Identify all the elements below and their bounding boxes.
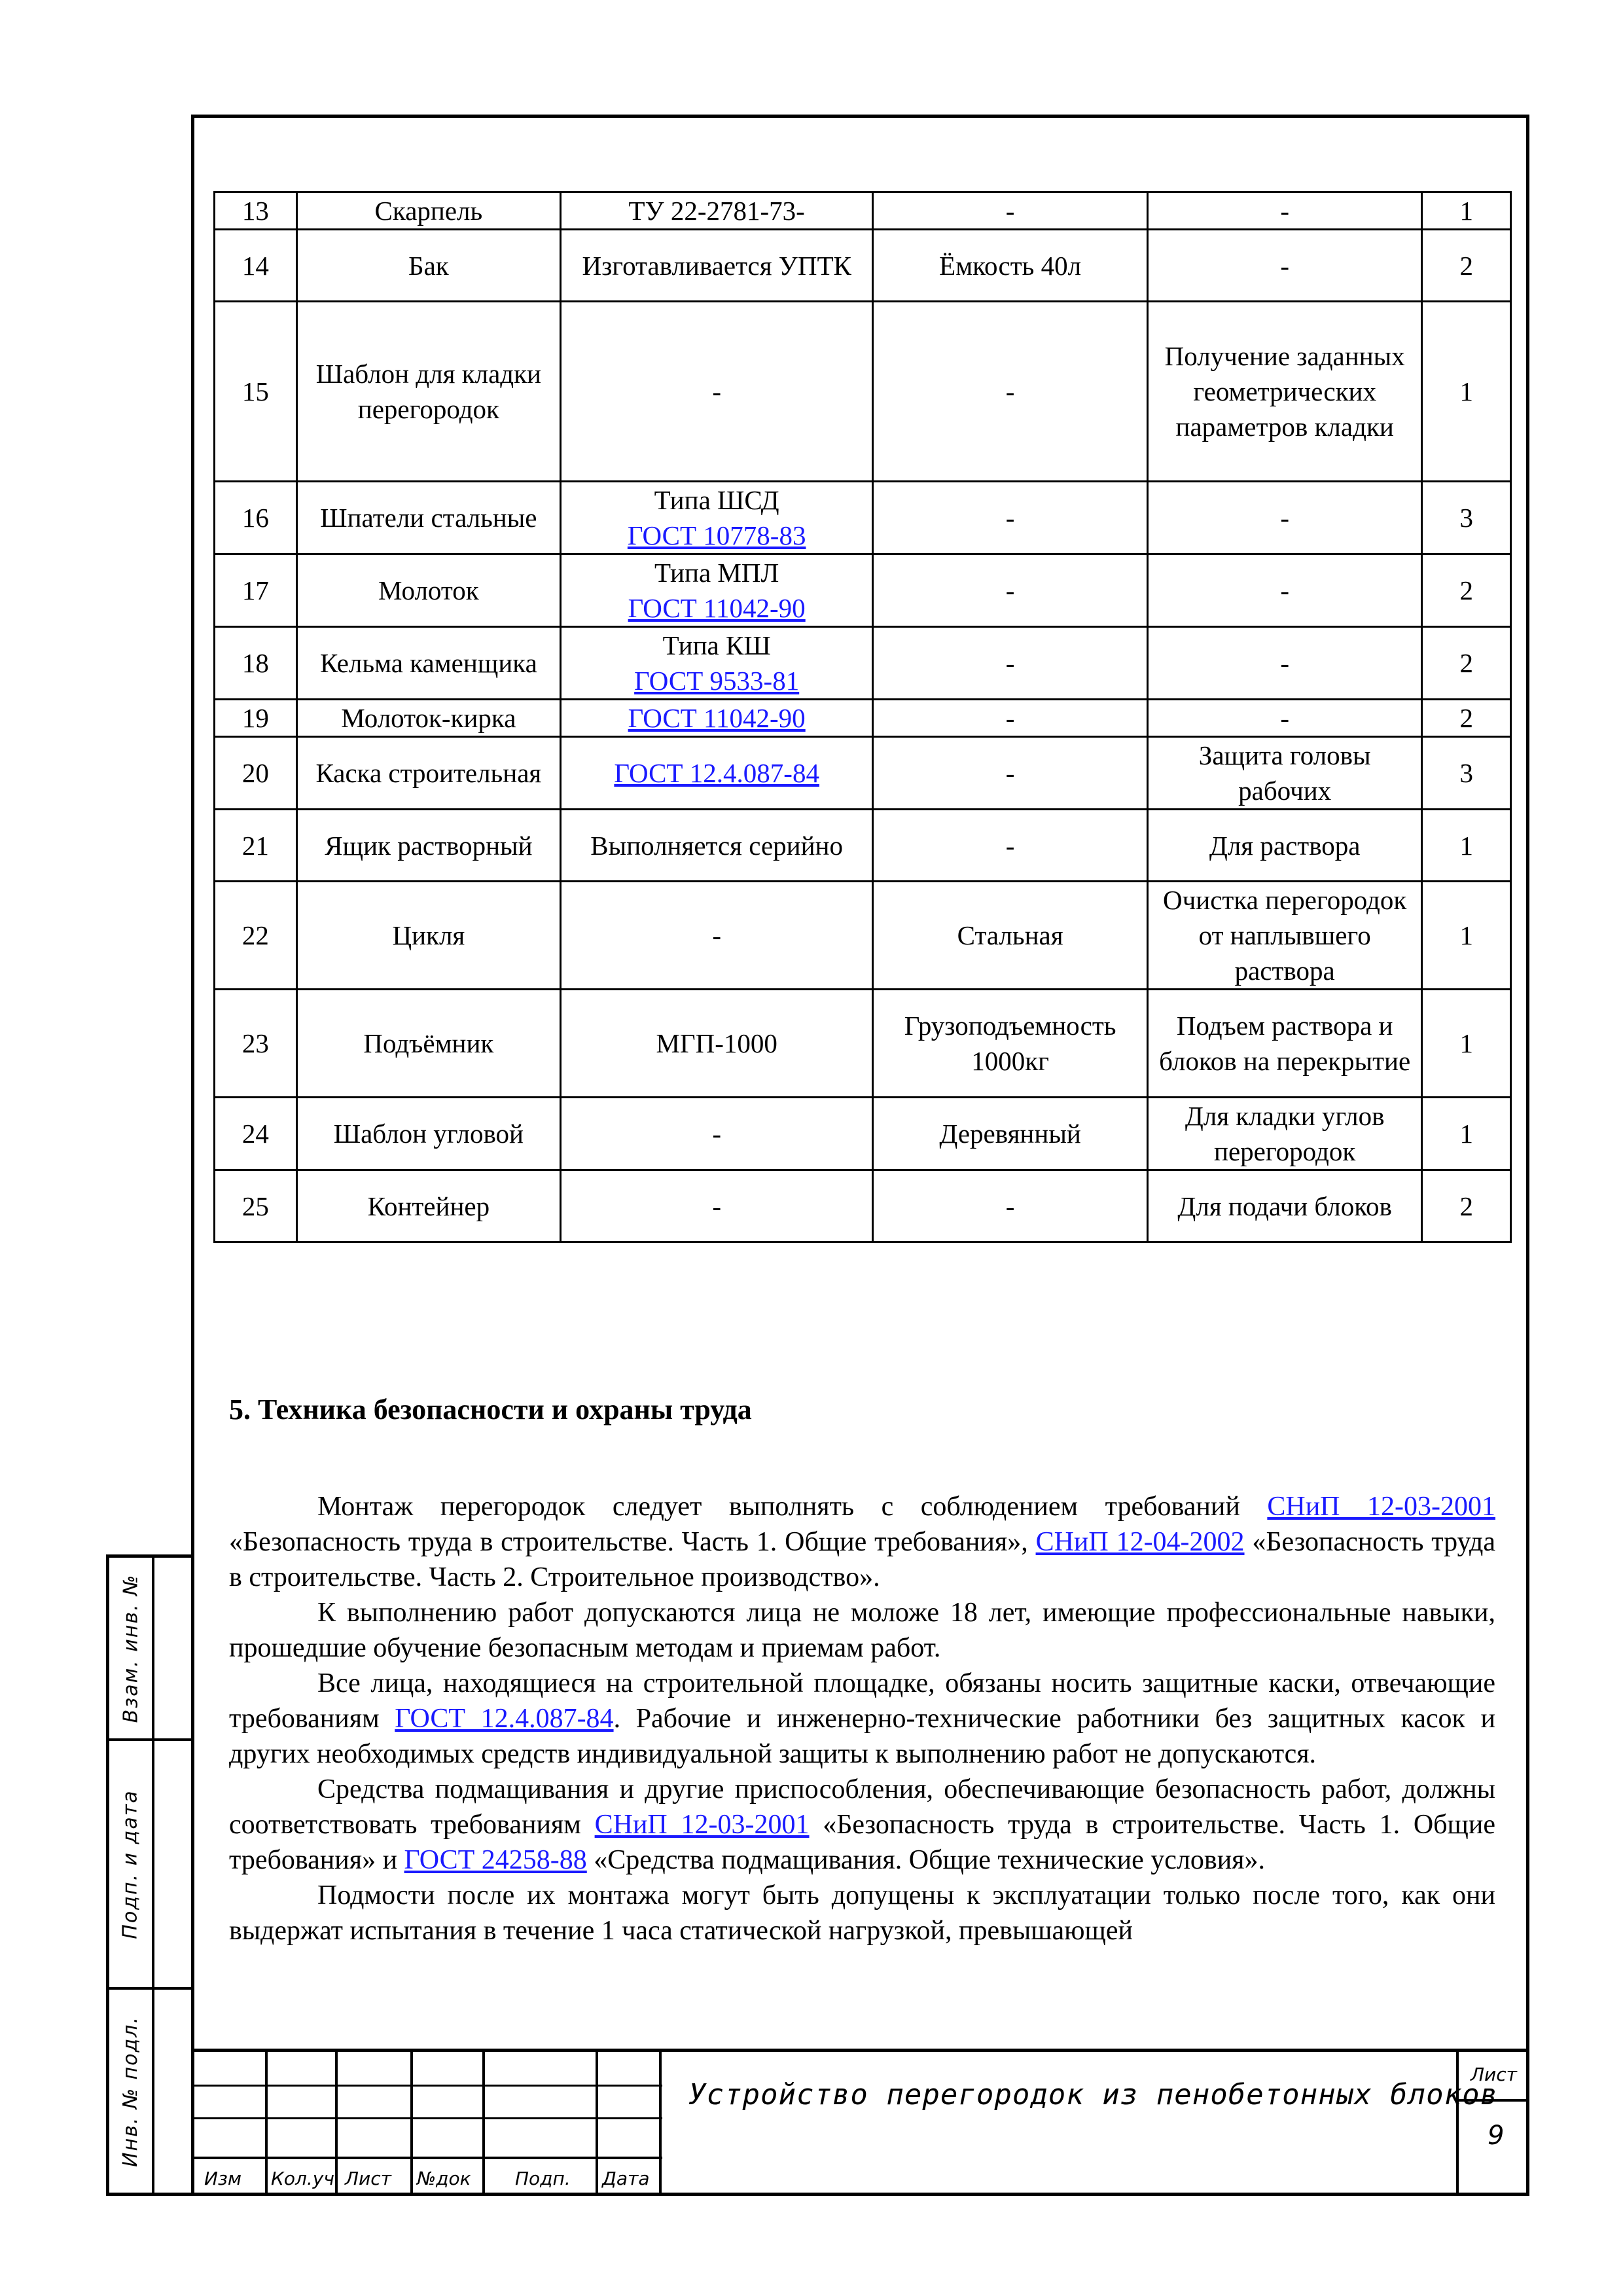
cell-characteristic: - (873, 627, 1148, 700)
cell-quantity: 3 (1422, 737, 1511, 810)
cell-number: 18 (215, 627, 297, 700)
cell-purpose: - (1147, 482, 1421, 554)
cell-doc (561, 810, 873, 882)
cell-characteristic: - (873, 737, 1148, 810)
stamp-izm: Изм (204, 2168, 241, 2189)
cell-name: Шаблон для кладки перегородок (296, 302, 560, 482)
cell-doc (561, 737, 873, 810)
table-row (215, 302, 1511, 482)
p4-text-1: Средства подмащивания и другие приспособления, обеспечивающие безопасность работ, должны соответствовать требованиям (229, 1774, 1495, 1840)
gost-link[interactable]: ГОСТ 9533-81 (634, 666, 800, 696)
cell-name: Кельма каменщика (296, 627, 560, 700)
cell-number: 25 (215, 1170, 297, 1242)
cell-quantity: 1 (1422, 302, 1511, 482)
side-strip (106, 1554, 194, 2196)
cell-quantity: 1 (1422, 882, 1511, 990)
snip-link[interactable]: СНиП 12-03-2001 (1267, 1492, 1495, 1522)
paragraph-1 (229, 1489, 1495, 1595)
p3-text-1: Все лица, находящиеся на строительной площадке, обязаны носить защитные каски, отвечающие требованиям (229, 1668, 1495, 1734)
side-cell-vzam (109, 1558, 194, 1741)
cell-doc (561, 482, 873, 554)
p4-text-2: «Безопасность труда в строительстве. Часть 1. Общие требования» и (229, 1810, 1496, 1875)
cell-doc (561, 882, 873, 990)
doc-type-text: Типа МПЛ (654, 558, 779, 588)
cell-name: Цикля (296, 882, 560, 990)
table-row (215, 554, 1511, 627)
cell-characteristic: Грузоподъемность 1000кг (873, 990, 1148, 1098)
table-row (215, 700, 1511, 737)
cell-number: 16 (215, 482, 297, 554)
sheet-box (1456, 2052, 1529, 2196)
side-label-podp: Подп. и дата (119, 1789, 142, 1939)
gost-link[interactable]: ГОСТ 11042-90 (628, 703, 806, 733)
cell-purpose: - (1147, 700, 1421, 737)
gost-link[interactable]: ГОСТ 12.4.087-84 (614, 758, 819, 788)
doc-type-text: Типа КШ (662, 630, 771, 660)
cell-quantity: 3 (1422, 482, 1511, 554)
stamp-data: Дата (602, 2168, 650, 2189)
doc-type-text: - (712, 1119, 721, 1149)
cell-name: Скарпель (296, 192, 560, 230)
side-label-inv: Инв. № подл. (119, 2015, 142, 2167)
cell-name: Шаблон угловой (296, 1098, 560, 1170)
p4-text-3: «Средства подмащивания. Общие технические условия». (586, 1845, 1265, 1875)
title-block (191, 2049, 1529, 2196)
cell-number: 13 (215, 192, 297, 230)
cell-number: 22 (215, 882, 297, 990)
sheet-number: 9 (1488, 2121, 1505, 2151)
sheet-label: Лист (1471, 2064, 1517, 2085)
cell-number: 24 (215, 1098, 297, 1170)
cell-characteristic: Деревянный (873, 1098, 1148, 1170)
p3-text-2: . Рабочие и инженерно-технические работники без защитных касок и других необходимых средств индивидуальной защиты к выполнению работ не допускаются. (229, 1704, 1495, 1769)
paragraph-2: К выполнению работ допускаются лица не моложе 18 лет, имеющие профессиональные навыки, прошедшие обучение безопасным методам и приемам работ. (229, 1598, 1495, 1663)
table-row (215, 192, 1511, 230)
cell-quantity: 2 (1422, 700, 1511, 737)
cell-purpose: - (1147, 192, 1421, 230)
doc-type-text: - (712, 1191, 721, 1221)
doc-type-text: Выполняется серийно (590, 830, 843, 861)
cell-number: 23 (215, 990, 297, 1098)
cell-quantity: 2 (1422, 1170, 1511, 1242)
doc-type-text: МГП-1000 (656, 1028, 777, 1058)
cell-number: 15 (215, 302, 297, 482)
cell-characteristic: - (873, 1170, 1148, 1242)
cell-quantity: 1 (1422, 192, 1511, 230)
section-title: 5. Техника безопасности и охраны труда (229, 1393, 752, 1426)
table-row (215, 627, 1511, 700)
table-row (215, 737, 1511, 810)
gost-link[interactable]: ГОСТ 11042-90 (628, 593, 806, 623)
cell-doc (561, 230, 873, 302)
cell-purpose: - (1147, 230, 1421, 302)
cell-purpose: Для раствора (1147, 810, 1421, 882)
doc-type-text: Изготавливается УПТК (582, 250, 851, 281)
p1-text-3: «Безопасность труда в строительстве. Часть 2. Строительное производство». (229, 1527, 1495, 1592)
cell-number: 17 (215, 554, 297, 627)
side-label-vzam: Взам. инв. № (119, 1573, 142, 1723)
cell-purpose: Для кладки углов перегородок (1147, 1098, 1421, 1170)
section-body (229, 1489, 1495, 1948)
tools-table (213, 191, 1512, 1243)
paragraph-4 (229, 1772, 1495, 1878)
table-row (215, 882, 1511, 990)
document-title: Устройство перегородок из пенобетонных блоков (688, 2078, 1499, 2111)
cell-characteristic: - (873, 810, 1148, 882)
table-row (215, 810, 1511, 882)
cell-name: Подъёмник (296, 990, 560, 1098)
cell-characteristic: Ёмкость 40л (873, 230, 1148, 302)
cell-doc (561, 1170, 873, 1242)
table-row (215, 482, 1511, 554)
cell-quantity: 1 (1422, 1098, 1511, 1170)
cell-doc (561, 192, 873, 230)
doc-type-text: - (712, 376, 721, 406)
cell-quantity: 2 (1422, 554, 1511, 627)
cell-doc (561, 990, 873, 1098)
cell-number: 21 (215, 810, 297, 882)
side-cell-inv (109, 1990, 194, 2193)
table-row (215, 1098, 1511, 1170)
cell-name: Бак (296, 230, 560, 302)
snip-link[interactable]: СНиП 12-04-2002 (1035, 1527, 1245, 1557)
cell-doc (561, 554, 873, 627)
paragraph-5: Подмости после их монтажа могут быть допущены к эксплуатации только после того, как они выдержат испытания в течение 1 часа статической нагрузкой, превышающей (229, 1880, 1495, 1946)
cell-name: Контейнер (296, 1170, 560, 1242)
cell-characteristic: Стальная (873, 882, 1148, 990)
cell-purpose: - (1147, 627, 1421, 700)
cell-doc (561, 627, 873, 700)
stamp-ndok: №док (417, 2168, 471, 2189)
cell-characteristic: - (873, 192, 1148, 230)
cell-doc (561, 700, 873, 737)
cell-purpose: Получение заданных геометрических параметров кладки (1147, 302, 1421, 482)
cell-quantity: 2 (1422, 627, 1511, 700)
side-cell-podp (109, 1741, 194, 1990)
stamp-row-line (191, 2085, 662, 2087)
stamp-divider (596, 2052, 598, 2196)
tools-table-body (215, 192, 1511, 1242)
cell-name: Шпатели стальные (296, 482, 560, 554)
cell-purpose: - (1147, 554, 1421, 627)
cell-characteristic: - (873, 700, 1148, 737)
sheet-box-divider (1459, 2099, 1529, 2102)
cell-purpose: Подъем раствора и блоков на перекрытие (1147, 990, 1421, 1098)
p1-text-1: Монтаж перегородок следует выполнять с соблюдением требований (317, 1492, 1268, 1522)
stamp-row-line (191, 2117, 662, 2119)
cell-characteristic: - (873, 482, 1148, 554)
cell-doc (561, 302, 873, 482)
gost-link[interactable]: ГОСТ 10778-83 (627, 520, 806, 550)
doc-type-text: - (712, 920, 721, 950)
cell-number: 14 (215, 230, 297, 302)
stamp-divider (659, 2052, 662, 2196)
cell-doc (561, 1098, 873, 1170)
cell-name: Молоток (296, 554, 560, 627)
table-row (215, 990, 1511, 1098)
stamp-row-line (191, 2157, 662, 2159)
stamp-divider (335, 2052, 338, 2196)
cell-name: Молоток-кирка (296, 700, 560, 737)
cell-number: 19 (215, 700, 297, 737)
cell-purpose: Защита головы рабочих (1147, 737, 1421, 810)
p1-text-2: «Безопасность труда в строительстве. Часть 1. Общие требования», (229, 1527, 1036, 1557)
cell-number: 20 (215, 737, 297, 810)
stamp-list: Лист (345, 2168, 391, 2189)
doc-type-text: ТУ 22-2781-73- (628, 196, 805, 226)
stamp-divider (410, 2052, 413, 2196)
cell-purpose: Очистка перегородок от наплывшего раствора (1147, 882, 1421, 990)
snip-link[interactable]: СНиП 12-03-2001 (594, 1810, 810, 1840)
stamp-divider (265, 2052, 268, 2196)
cell-quantity: 1 (1422, 990, 1511, 1098)
cell-name: Ящик растворный (296, 810, 560, 882)
gost-link[interactable]: ГОСТ 12.4.087-84 (395, 1704, 614, 1734)
cell-name: Каска строительная (296, 737, 560, 810)
stamp-divider (482, 2052, 485, 2196)
cell-characteristic: - (873, 554, 1148, 627)
cell-characteristic: - (873, 302, 1148, 482)
table-row (215, 1170, 1511, 1242)
stamp-koluch: Кол.уч (271, 2168, 334, 2189)
table-row (215, 230, 1511, 302)
cell-quantity: 2 (1422, 230, 1511, 302)
cell-quantity: 1 (1422, 810, 1511, 882)
stamp-podp: Подп. (515, 2168, 571, 2189)
paragraph-3 (229, 1666, 1495, 1772)
cell-purpose: Для подачи блоков (1147, 1170, 1421, 1242)
doc-type-text: Типа ШСД (654, 485, 779, 515)
gost-link[interactable]: ГОСТ 24258-88 (404, 1845, 587, 1875)
